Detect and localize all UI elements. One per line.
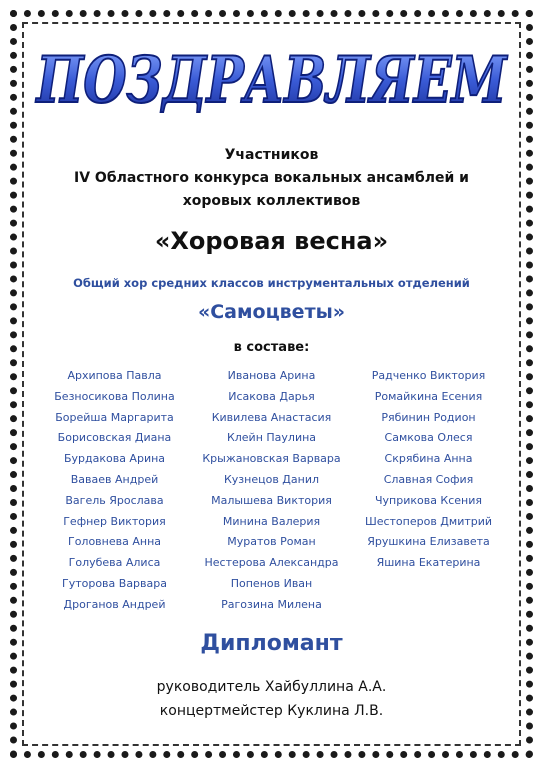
participant-names bbox=[36, 366, 507, 616]
participant-name: Славная София bbox=[383, 472, 474, 486]
participant-name: Нестерова Александра bbox=[204, 556, 339, 570]
participant-name: Рагозина Милена bbox=[221, 597, 322, 611]
contest-name: «Хоровая весна» bbox=[154, 227, 389, 255]
participant-name: Голубева Алиса bbox=[68, 556, 161, 570]
participant-name: Шестоперов Дмитрий bbox=[364, 514, 493, 528]
participant-name: Головнева Анна bbox=[67, 535, 161, 549]
participant-name: Дроганов Андрей bbox=[63, 597, 166, 611]
participant-name: Ярушкина Елизавета bbox=[367, 535, 490, 549]
participant-name: Ромайкина Есения bbox=[374, 389, 483, 403]
participant-name: Самкова Олеся bbox=[384, 431, 473, 445]
leader-line: руководитель Хайбуллина А.А. bbox=[156, 679, 387, 695]
contest-line-1: IV Областного конкурса вокальных ансамблей и bbox=[74, 170, 469, 186]
participant-name: Скрябина Анна bbox=[384, 452, 473, 466]
participant-name: Бурдакова Арина bbox=[63, 452, 166, 466]
participant-name: Муратов Роман bbox=[227, 535, 316, 549]
participant-name: Борисовская Диана bbox=[57, 431, 172, 445]
participant-name: Гефнер Виктория bbox=[63, 514, 166, 528]
participant-name: Клейн Паулина bbox=[226, 431, 317, 445]
participant-name: Малышева Виктория bbox=[211, 493, 332, 507]
choir-description: Общий хор средних классов инструментальных отделений bbox=[73, 276, 470, 290]
participant-name: Радченко Виктория bbox=[371, 369, 486, 382]
participant-name: Минина Валерия bbox=[222, 514, 321, 528]
participant-name: Борейша Маргарита bbox=[55, 410, 174, 424]
participant-name: Чуприкова Ксения bbox=[374, 493, 483, 507]
composition-label: в составе: bbox=[233, 340, 310, 355]
participant-name: Кузнецов Данил bbox=[223, 472, 320, 486]
names-column-2 bbox=[193, 366, 350, 616]
names-column-3 bbox=[350, 366, 507, 616]
participants-label: Участников bbox=[224, 147, 319, 163]
participant-name: Вагель Ярослава bbox=[65, 493, 164, 507]
participant-name: Рябинин Родион bbox=[381, 410, 476, 424]
heading bbox=[28, 28, 515, 124]
heading-wordart bbox=[28, 28, 515, 124]
participant-name: Попенов Иван bbox=[230, 576, 313, 590]
accompanist-line: концертмейстер Куклина Л.В. bbox=[159, 703, 384, 719]
participant-name: Ваваев Андрей bbox=[70, 472, 159, 486]
names-column-1 bbox=[36, 366, 193, 616]
participant-name: Гуторова Варвара bbox=[61, 576, 167, 590]
award-title: Дипломант bbox=[200, 631, 343, 656]
choir-name: «Самоцветы» bbox=[197, 301, 346, 323]
participant-name: Крыжановская Варвара bbox=[202, 452, 341, 466]
participant-name: Безносикова Полина bbox=[54, 389, 175, 403]
participant-name: Яшина Екатерина bbox=[376, 556, 481, 570]
participant-name: Исакова Дарья bbox=[228, 389, 315, 403]
contest-line-2: хоровых коллективов bbox=[182, 193, 361, 209]
participant-name: Иванова Арина bbox=[227, 369, 316, 382]
participant-name: Архипова Павла bbox=[67, 369, 162, 382]
heading-text: ПОЗДРАВЛЯЕМ bbox=[34, 43, 509, 118]
participant-name: Кивилева Анастасия bbox=[211, 410, 332, 424]
